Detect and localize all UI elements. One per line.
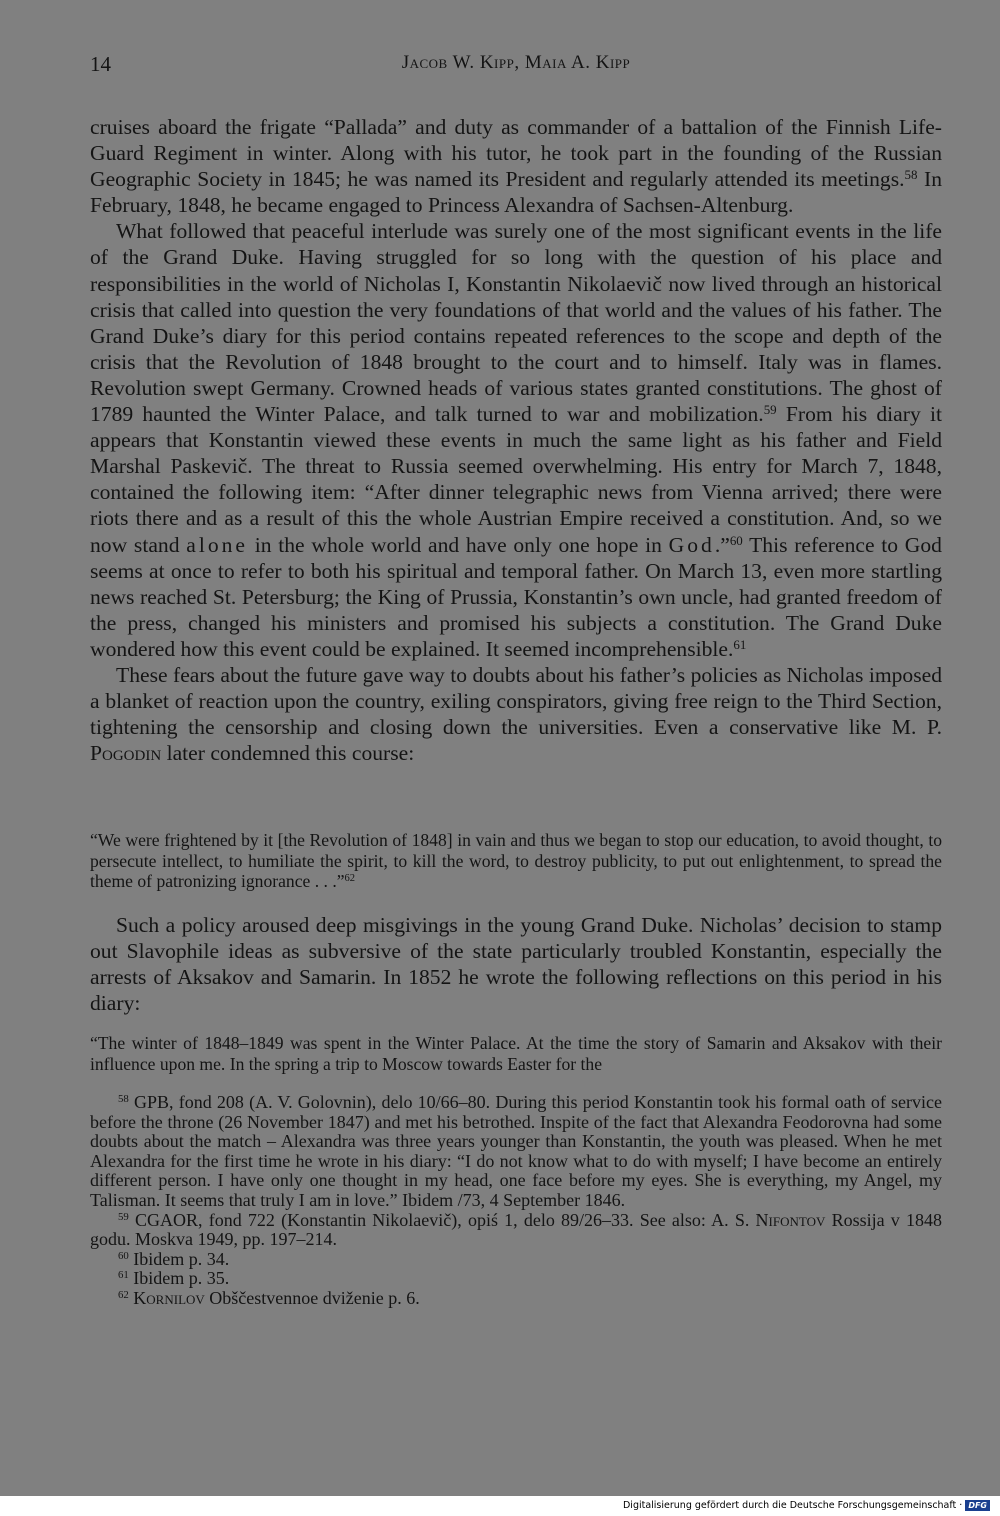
paragraph-text: These fears about the future gave way to doubts about his father’s policies as Nicholas imposed a blanket of reaction upon the country, exiling conspirators, giving free reign to the Third Section, tightening the censorship and closing down the universities. Even a conservative like M. P. <box>90 662 942 740</box>
paragraph-text: This reference to God seems at once to refer to both his spiritual and temporal father. On March 13, even more startling news reached St. Petersburg; the King of Prussia, Konstantin’s own uncle, had granted freedom of the press, changed his ministers and promised his subjects a constitution. The Grand Duke wondered how this event could be explained. It seemed incomprehensible. <box>90 532 942 661</box>
footnote-number: 59 <box>118 1210 129 1223</box>
page-number: 14 <box>90 52 111 76</box>
footnote-ref-61: 61 <box>733 636 747 652</box>
footnote-number: 62 <box>118 1289 129 1301</box>
paragraph-text: later condemned this course: <box>161 741 415 766</box>
footnote-ref-59: 59 <box>763 401 777 417</box>
paragraph-text: In February, 1848, he became engaged to Princess Alexandra of Sachsen-Altenburg. <box>90 167 942 218</box>
footnote-number: 58 <box>118 1093 129 1106</box>
credit-text: Digitalisierung gefördert durch die Deutsche Forschungsgemeinschaft · <box>622 1500 963 1511</box>
paragraph-text: What followed that peaceful interlude was surely one of the most significant events in the life of the Grand Duke. Having struggled for so long with the question of his place and responsibilities in the world of Nicholas I, Konstantin Nikolaevič now lived through an historical crisis that called into question the very foundations of that world and the values of his father. The Grand Duke’s diary for this period contains repeated references to the scope and depth of the crisis that the Revolution of 1848 brought to the court and to himself. Italy was in flames. Revolution swept Germany. Crowned heads of various states granted constitutions. The ghost of 1789 haunted the Winter Palace, and talk turned to war and mobilization. <box>90 219 942 427</box>
paragraph-1 <box>90 114 942 218</box>
footnote-number: 60 <box>118 1249 129 1262</box>
running-head: Jacob W. Kipp, Maia A. Kipp <box>401 52 631 73</box>
author-name-nifontov: Nifontov <box>755 1209 826 1230</box>
dfg-logo-icon: DFG <box>965 1500 990 1511</box>
block-quote-diary: “The winter of 1848–1849 was spent in the Winter Palace. At the time the story of Samarin and Aksakov with their influence upon me. In the spring a trip to Moscow towards Easter for the <box>90 1033 942 1074</box>
paragraph-3 <box>90 662 942 766</box>
footnote-text: Rossija v 1848 godu. Moskva 1949, pp. 197–214. <box>90 1209 942 1250</box>
footnote-text: Ibidem p. 35. <box>128 1268 230 1289</box>
paragraph-2 <box>90 218 942 662</box>
footnote-59 <box>90 1211 942 1250</box>
emphasis-god: God <box>668 532 715 557</box>
author-name-pogodin: Pogodin <box>90 741 162 766</box>
footnote-text: GPB, fond 208 (A. V. Golovnin), delo 10/66–80. During this period Konstantin took his formal oath of service before the throne (26 November 1847) and met his betrothed. Inspite of the fact that Alexandra Feodorovna had some doubts about the match – Alexandra was three years younger than Konstantin, the youth was pleased. When he met Alexandra for the first time he wrote in his diary: “I do not know what to do with myself; I have become an entirely different person. I have only one thought in my head, one face before my eyes. She is everything, my Angel, my Talisman. It seems that truly I am in love.” Ibidem /73, 4 September 1846. <box>90 1092 942 1210</box>
paragraph-4: Such a policy aroused deep misgivings in the young Grand Duke. Nicholas’ decision to stamp out Slavophile ideas as subversive of the state particularly troubled Konstantin, especially the arrests of Aksakov and Samarin. In 1852 he wrote the following reflections on this period in his diary: <box>90 913 942 1015</box>
footnote-text: Obščestvennoe dviženie p. 6. <box>204 1287 420 1308</box>
footnote-text: Ibidem p. 34. <box>128 1248 230 1269</box>
footnote-ref-60: 60 <box>729 532 743 548</box>
body-text <box>90 114 942 766</box>
footnote-number: 61 <box>118 1269 129 1282</box>
footnote-text: CGAOR, fond 722 (Konstantin Nikolaevič), opiś 1, delo 89/26–33. See also: A. S. <box>128 1209 756 1230</box>
paragraph-text: cruises aboard the frigate “Pallada” and duty as commander of a battalion of the Finnish Life-Guard Regiment in winter. Along with his tutor, he took part in the founding of the Russian Geographic Society in 1845; he was named its President and regularly attended its meetings. <box>90 115 942 192</box>
footnote-ref-58: 58 <box>904 167 918 183</box>
footnote-62 <box>90 1289 942 1309</box>
footnote-58 <box>90 1093 942 1211</box>
paragraph-text: .” <box>714 532 730 557</box>
block-quote-pogodin <box>90 830 942 892</box>
paragraph-text: From his diary it appears that Konstantin viewed these events in much the same light as his father and Field Marshal Paskevič. The threat to Russia seemed overwhelming. His entry for March 7, 1848, contained the following item: “After dinner telegraphic news from Vienna arrived; there were riots there and as a result of this the whole Austrian Empire received a constitution. And, so we now stand <box>90 402 942 557</box>
footnote-60 <box>90 1250 942 1270</box>
emphasis-alone: alone <box>186 532 248 557</box>
footnote-61 <box>90 1269 942 1289</box>
author-name-kornilov: Kornilov <box>133 1287 205 1308</box>
footnote-ref-62: 62 <box>344 873 356 885</box>
paragraph-text: in the whole world and have only one hope in <box>248 532 669 557</box>
page-header <box>90 52 942 80</box>
footnotes <box>90 1093 942 1309</box>
quote-text: “We were frightened by it [the Revolution of 1848] in vain and thus we began to stop our education, to avoid thought, to persecute intellect, to humiliate the spirit, to kill the word, to destroy publicity, to put out enlightenment, to spread the theme of patronizing ignorance . . .” <box>90 830 942 891</box>
digitization-credit <box>623 1500 990 1511</box>
